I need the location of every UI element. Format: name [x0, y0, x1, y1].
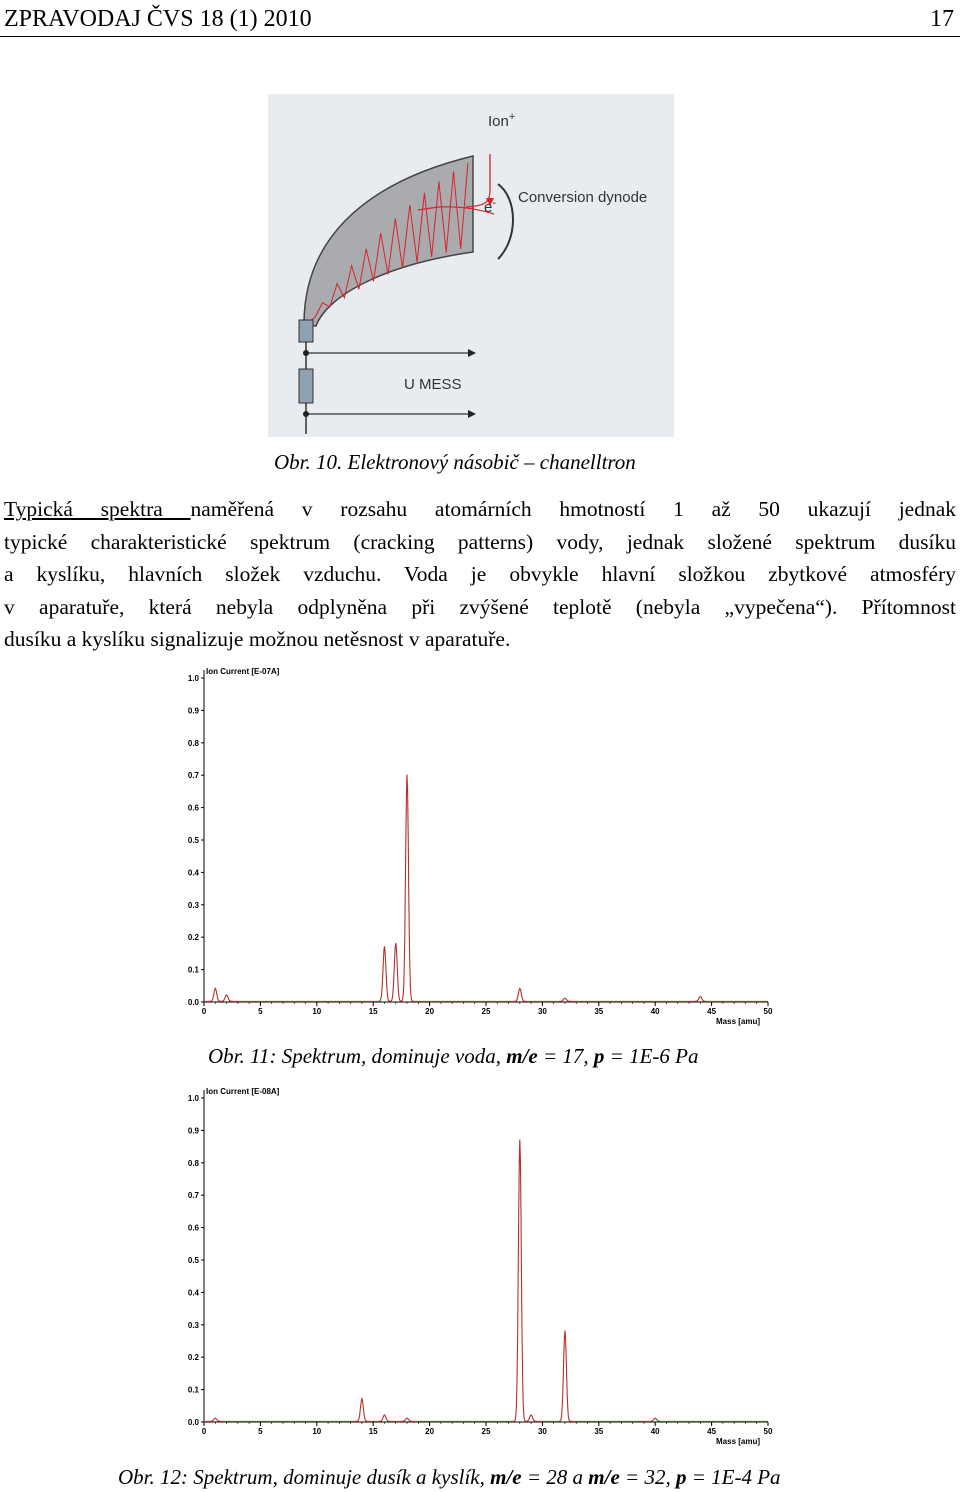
- y-tick-label: 0.7: [187, 771, 199, 781]
- x-tick-label: 10: [312, 1007, 322, 1016]
- x-tick-label: 30: [537, 1427, 547, 1436]
- y-axis-title: Ion Current [E-08A]: [206, 1087, 280, 1096]
- y-tick-label: 0.5: [187, 836, 199, 845]
- x-tick-label: 45: [707, 1007, 717, 1016]
- chart-svg-water: [170, 662, 780, 1030]
- lead-bottom-arrow: [468, 410, 476, 418]
- x-tick-label: 0: [201, 1427, 207, 1436]
- para-line-4: v aparatuře, která nebyla odplyněna při zvýšené teplotě (nebyla „vypečena“). Přítomnost: [4, 594, 956, 619]
- x-axis-title: Mass [amu]: [716, 1437, 761, 1446]
- x-tick-label: 10: [312, 1427, 322, 1436]
- x-tick-label: 20: [425, 1427, 435, 1436]
- y-tick-label: 0.3: [187, 900, 199, 910]
- journal-title: ZPRAVODAJ ČVS 18 (1) 2010: [4, 6, 312, 32]
- conversion-dynode: [498, 184, 513, 259]
- y-tick-label: 0.2: [187, 1353, 199, 1363]
- header-rule: [0, 36, 960, 37]
- x-tick-label: 45: [707, 1427, 717, 1436]
- figure-11-caption: Obr. 11: Spektrum, dominuje voda, m/e = 17, p = 1E-6 Pa: [208, 1044, 699, 1068]
- x-tick-label: 35: [594, 1007, 604, 1016]
- x-tick-label: 30: [537, 1007, 547, 1016]
- dynode-label: Conversion dynode: [518, 189, 648, 206]
- y-tick-label: 0.4: [187, 868, 199, 878]
- x-tick-label: 5: [258, 1007, 263, 1016]
- page-number: 17: [930, 6, 954, 32]
- y-tick-label: 0.8: [187, 738, 199, 748]
- x-tick-label: 0: [201, 1007, 207, 1016]
- chart-svg-air: [170, 1082, 780, 1452]
- resistor-bottom: [299, 369, 313, 403]
- node-top: [303, 350, 309, 356]
- electron-label: e-: [484, 197, 497, 216]
- x-tick-label: 25: [481, 1007, 491, 1016]
- spectrum-line: [204, 775, 768, 1002]
- spectrum-chart-air: [170, 1082, 780, 1457]
- figure-10-caption: Obr. 10. Elektronový násobič – chanelltron: [274, 450, 636, 474]
- y-tick-label: 0.2: [187, 933, 199, 943]
- resistor-top: [299, 320, 313, 342]
- y-tick-label: 0.9: [187, 706, 199, 716]
- body-paragraph: [4, 493, 956, 656]
- ion-label: Ion+: [488, 111, 516, 130]
- x-tick-label: 20: [425, 1007, 435, 1016]
- spectrum-line: [204, 1140, 768, 1422]
- y-tick-label: 0.6: [187, 1223, 199, 1233]
- x-tick-label: 25: [481, 1427, 491, 1436]
- x-tick-label: 15: [368, 1427, 378, 1436]
- y-axis-title: Ion Current [E-07A]: [206, 667, 280, 676]
- spectrum-chart-water: [170, 662, 780, 1035]
- x-tick-label: 50: [763, 1007, 773, 1016]
- channeltron-svg: [268, 94, 674, 437]
- x-axis-title: Mass [amu]: [716, 1017, 761, 1026]
- para-line-5: dusíku a kyslíku signalizuje možnou netěsnost v aparatuře.: [4, 627, 511, 651]
- x-tick-label: 50: [763, 1427, 773, 1436]
- x-tick-label: 15: [368, 1007, 378, 1016]
- y-tick-label: 0.4: [187, 1288, 199, 1298]
- y-tick-label: 1.0: [187, 674, 199, 683]
- y-tick-label: 0.3: [187, 1320, 199, 1330]
- para-line-3: a kyslíku, hlavních složek vzduchu. Voda je obvykle hlavní složkou zbytkové atmosféry: [4, 562, 956, 586]
- y-tick-label: 0.0: [187, 998, 199, 1007]
- x-tick-label: 5: [258, 1427, 263, 1436]
- y-tick-label: 0.1: [187, 1385, 199, 1395]
- y-tick-label: 0.9: [187, 1126, 199, 1136]
- x-tick-label: 40: [650, 1427, 660, 1436]
- para-line-1: Typická spektra naměřená v rozsahu atomárních hmotností 1 až 50 ukazují jednak: [4, 497, 956, 521]
- typical-spectra-link: Typická spektra: [4, 497, 191, 521]
- y-tick-label: 0.1: [187, 965, 199, 975]
- y-tick-label: 0.0: [187, 1418, 199, 1427]
- page-header: [0, 0, 960, 38]
- channeltron-diagram: [268, 94, 674, 437]
- y-tick-label: 0.5: [187, 1256, 199, 1265]
- para-line-2: typické charakteristické spektrum (cracking patterns) vody, jednak složené spektrum dusíku: [4, 529, 956, 554]
- umess-label: U MESS: [404, 376, 462, 393]
- figure-12-caption: Obr. 12: Spektrum, dominuje dusík a kyslík, m/e = 28 a m/e = 32, p = 1E-4 Pa: [118, 1465, 781, 1489]
- lead-top-arrow: [468, 349, 476, 357]
- y-tick-label: 0.8: [187, 1158, 199, 1168]
- x-tick-label: 35: [594, 1427, 604, 1436]
- x-tick-label: 40: [650, 1007, 660, 1016]
- y-tick-label: 0.7: [187, 1191, 199, 1201]
- y-tick-label: 1.0: [187, 1094, 199, 1103]
- y-tick-label: 0.6: [187, 803, 199, 813]
- node-bottom: [303, 411, 309, 417]
